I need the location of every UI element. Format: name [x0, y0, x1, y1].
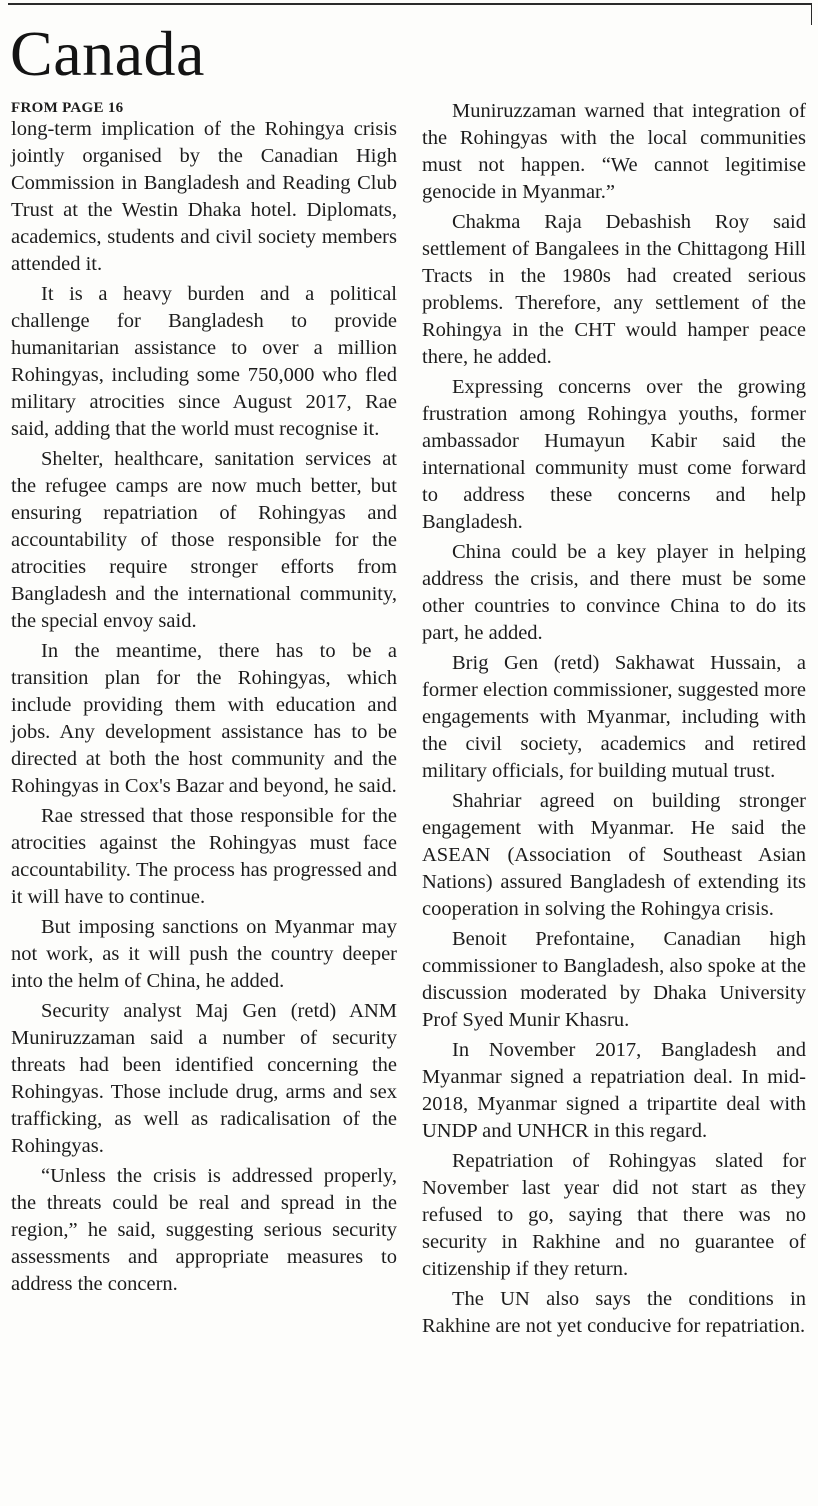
paragraph: long-term implication of the Rohingya crisis jointly organised by the Canadian High Commission in Bangladesh and Reading Club Trust at the Westin Dhaka hotel. Diplomats, academics, students and civil society members attended it.	[11, 118, 397, 275]
paragraph: China could be a key player in helping address the crisis, and there must be some other countries to convince China to do its part, he added.	[422, 541, 806, 644]
top-rule	[8, 3, 812, 5]
paragraph: Security analyst Maj Gen (retd) ANM Muniruzzaman said a number of security threats had been identified concerning the Rohingyas. Those include drug, arms and sex trafficking, as well as radicalisation of the Rohingyas.	[11, 1000, 397, 1157]
left-column	[11, 98, 397, 1298]
paragraph: Chakma Raja Debashish Roy said settlement of Bangalees in the Chittagong Hill Tracts in the 1980s had created serious problems. Therefore, any settlement of the Rohingya in the CHT would hamper peace there, he added.	[422, 211, 806, 368]
paragraph: Shelter, healthcare, sanitation services at the refugee camps are now much better, but ensuring repatriation of Rohingyas and accountability of those responsible for the atrocities require stronger efforts from Bangladesh and the international community, the special envoy said.	[11, 448, 397, 632]
headline: Canada	[10, 18, 205, 89]
paragraph: Expressing concerns over the growing frustration among Rohingya youths, former ambassador Humayun Kabir said the international community must come forward to address these concerns and help Bangladesh.	[422, 376, 806, 533]
paragraph: Muniruzzaman warned that integration of the Rohingyas with the local communities must not happen. “We cannot legitimise genocide in Myanmar.”	[422, 100, 806, 203]
paragraph: Shahriar agreed on building stronger engagement with Myanmar. He said the ASEAN (Association of Southeast Asian Nations) assured Bangladesh of extending its cooperation in solving the Rohingya crisis.	[422, 790, 806, 920]
paragraph: Benoit Prefontaine, Canadian high commissioner to Bangladesh, also spoke at the discussion moderated by Dhaka University Prof Syed Munir Khasru.	[422, 928, 806, 1031]
corner-rule	[811, 3, 812, 25]
paragraph: But imposing sanctions on Myanmar may not work, as it will push the country deeper into the helm of China, he added.	[11, 916, 397, 992]
paragraph: The UN also says the conditions in Rakhine are not yet conducive for repatriation.	[422, 1288, 806, 1337]
paragraph: It is a heavy burden and a political challenge for Bangladesh to provide humanitarian assistance to over a million Rohingyas, including some 750,000 who fled military atrocities since August 2017, Rae said, adding that the world must recognise it.	[11, 283, 397, 440]
paragraph: In the meantime, there has to be a transition plan for the Rohingyas, which include providing them with education and jobs. Any development assistance has to be directed at both the host community and the Rohingyas in Cox's Bazar and beyond, he said.	[11, 640, 397, 797]
paragraph: Brig Gen (retd) Sakhawat Hussain, a former election commissioner, suggested more engagements with Myanmar, including with the civil society, academics and retired military officials, for building mutual trust.	[422, 652, 806, 782]
right-column	[422, 98, 806, 1340]
paragraph: “Unless the crisis is addressed properly, the threats could be real and spread in the region,” he said, suggesting serious security assessments and appropriate measures to address the concern.	[11, 1165, 397, 1295]
paragraph: Repatriation of Rohingyas slated for November last year did not start as they refused to go, saying that there was no security in Rakhine and no guarantee of citizenship if they return.	[422, 1150, 806, 1280]
jump-label: FROM PAGE 16	[11, 100, 124, 116]
paragraph: Rae stressed that those responsible for the atrocities against the Rohingyas must face accountability. The process has progressed and it will have to continue.	[11, 805, 397, 908]
paragraph: In November 2017, Bangladesh and Myanmar signed a repatriation deal. In mid-2018, Myanmar signed a tripartite deal with UNDP and UNHCR in this regard.	[422, 1039, 806, 1142]
